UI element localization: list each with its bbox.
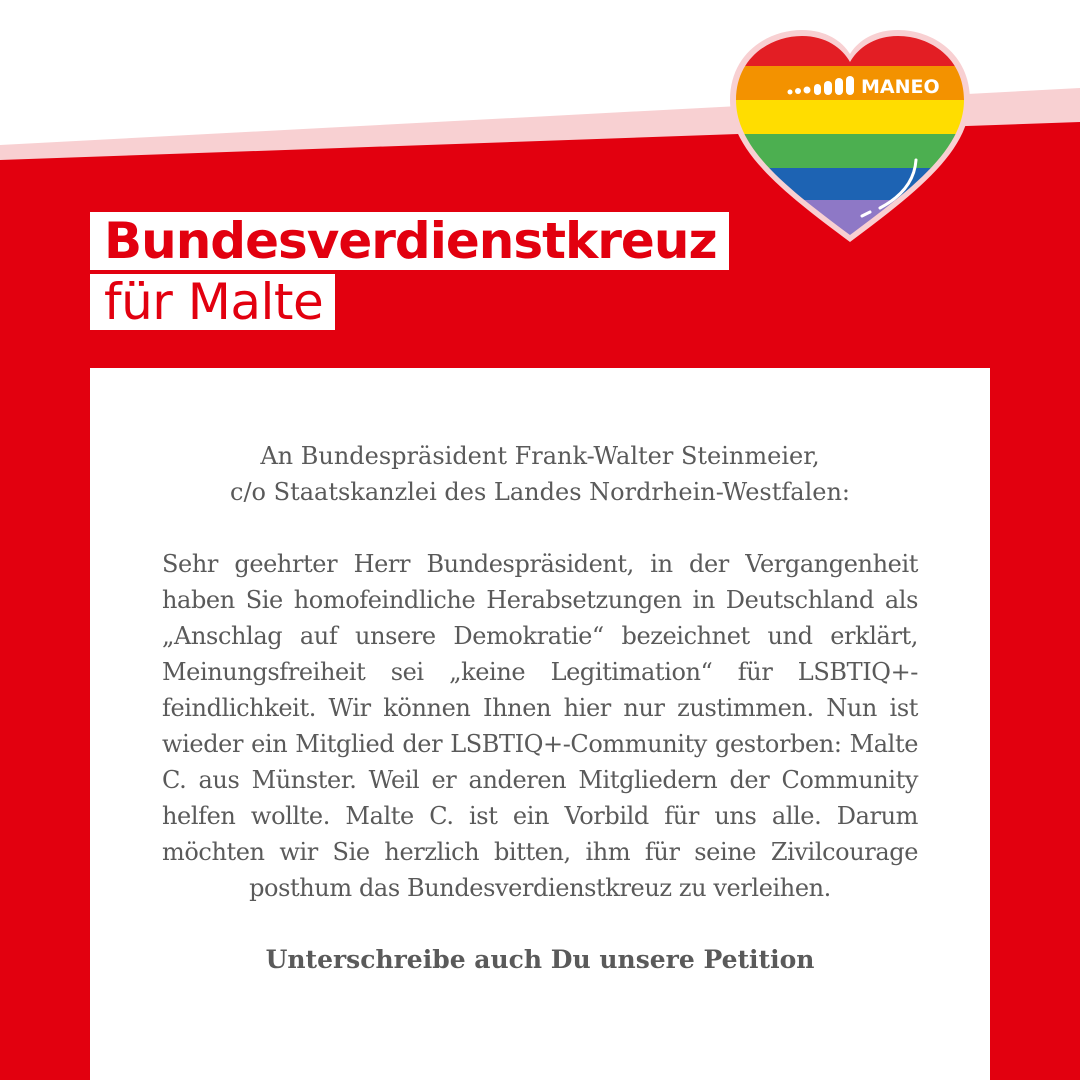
address-line-1: An Bundespräsident Frank-Walter Steinmeier, [260, 442, 820, 470]
address-line-2: c/o Staatskanzlei des Landes Nordrhein-Westfalen: [230, 478, 850, 506]
headline-line-2: für Malte [90, 274, 335, 330]
rainbow-heart-icon [730, 30, 970, 245]
svg-text:MANEO: MANEO [861, 76, 940, 98]
letter-card [90, 368, 990, 1080]
letter-body: Sehr geehrter Herr Bundespräsident, in der Vergangenheit haben Sie homofeindliche Herabsetzungen in Deutschland als „Anschlag auf unsere Demokratie“ bezeichnet und erklärt, Meinungsfreiheit sei „keine Legitimation“ für LSBTIQ+-feindlichkeit. Wir können Ihnen hier nur zustimmen. Nun ist wieder ein Mitglied der LSBTIQ+-Community gestorben: Malte C. aus Münster. Weil er anderen Mitgliedern der Community helfen wollte. Malte C. ist ein Vorbild für uns alle. Darum möchten wir Sie herzlich bitten, ihm für seine Zivilcourage posthum das Bundesverdienstkreuz zu verleihen. [162, 550, 918, 902]
petition-call-to-action: Unterschreibe auch Du unsere Petition [265, 945, 815, 974]
headline-line-1: Bundesverdienstkreuz [90, 212, 729, 270]
